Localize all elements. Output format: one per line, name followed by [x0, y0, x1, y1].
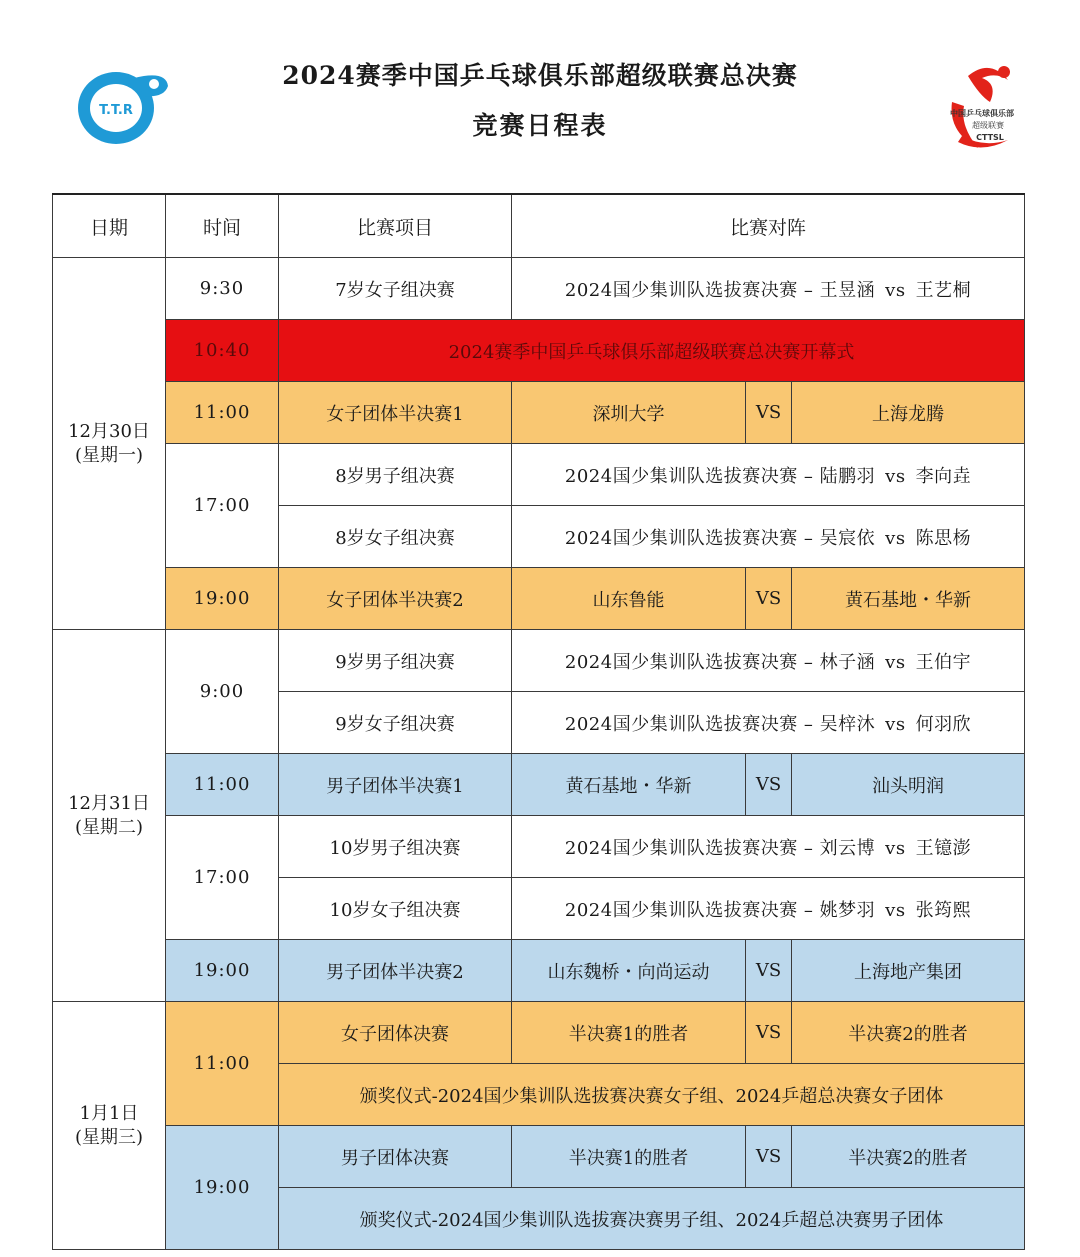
- table-row: [53, 568, 1025, 630]
- time-cell: 17:00: [166, 444, 279, 568]
- event-cell: 8岁女子组决赛: [279, 506, 512, 568]
- cttsl-logo-icon: [938, 62, 1028, 152]
- table-row-ceremony: [53, 320, 1025, 382]
- team-b-cell: 半决赛2的胜者: [792, 1126, 1025, 1188]
- matchup-cell: 2024国少集训队选拔赛决赛 – 姚梦羽 vs 张筠熙: [512, 878, 1025, 940]
- team-b-cell: 上海龙腾: [792, 382, 1025, 444]
- svg-text:超级联赛: 超级联赛: [972, 121, 1004, 130]
- team-a-cell: 山东鲁能: [512, 568, 746, 630]
- event-cell: 9岁男子组决赛: [279, 630, 512, 692]
- matchup-cell: 2024国少集训队选拔赛决赛 – 刘云博 vs 王镱澎: [512, 816, 1025, 878]
- time-cell: 19:00: [166, 1126, 279, 1250]
- svg-text:CTTSL: CTTSL: [976, 133, 1004, 142]
- matchup-cell: 2024国少集训队选拔赛决赛 – 吴梓沐 vs 何羽欣: [512, 692, 1025, 754]
- matchup-cell: 2024国少集训队选拔赛决赛 – 王昱涵 vs 王艺桐: [512, 258, 1025, 320]
- event-cell: 10岁女子组决赛: [279, 878, 512, 940]
- time-cell: 11:00: [166, 754, 279, 816]
- time-cell: 19:00: [166, 568, 279, 630]
- table-row: [53, 940, 1025, 1002]
- table-header-row: [53, 194, 1025, 258]
- header-date: 日期: [53, 194, 166, 258]
- time-cell: 11:00: [166, 382, 279, 444]
- matchup-cell: 2024国少集训队选拔赛决赛 – 陆鹏羽 vs 李向垚: [512, 444, 1025, 506]
- award-cell: 颁奖仪式-2024国少集训队选拔赛决赛男子组、2024乒超总决赛男子团体: [279, 1188, 1025, 1250]
- event-cell: 女子团体半决赛1: [279, 382, 512, 444]
- event-cell: 男子团体半决赛1: [279, 754, 512, 816]
- table-row: [53, 382, 1025, 444]
- time-cell: 9:00: [166, 630, 279, 754]
- team-a-cell: 半决赛1的胜者: [512, 1002, 746, 1064]
- page-subtitle: 竞赛日程表: [472, 111, 608, 140]
- award-cell: 颁奖仪式-2024国少集训队选拔赛决赛女子组、2024乒超总决赛女子团体: [279, 1064, 1025, 1126]
- svg-text:T.T.R: T.T.R: [99, 103, 133, 118]
- matchup-cell: 2024国少集训队选拔赛决赛 – 吴宸依 vs 陈思杨: [512, 506, 1025, 568]
- header-matchup: 比赛对阵: [512, 194, 1025, 258]
- team-a-cell: 半决赛1的胜者: [512, 1126, 746, 1188]
- page-header: [0, 0, 1080, 190]
- time-cell: 11:00: [166, 1002, 279, 1126]
- table-row: [53, 1002, 1025, 1064]
- event-cell: 男子团体决赛: [279, 1126, 512, 1188]
- header-time: 时间: [166, 194, 279, 258]
- vs-cell: VS: [746, 754, 792, 816]
- vs-cell: VS: [746, 568, 792, 630]
- event-cell: 8岁男子组决赛: [279, 444, 512, 506]
- team-b-cell: 汕头明润: [792, 754, 1025, 816]
- team-a-cell: 深圳大学: [512, 382, 746, 444]
- team-b-cell: 半决赛2的胜者: [792, 1002, 1025, 1064]
- event-cell: 女子团体决赛: [279, 1002, 512, 1064]
- table-row: [53, 816, 1025, 878]
- header-event: 比赛项目: [279, 194, 512, 258]
- team-a-cell: 黄石基地・华新: [512, 754, 746, 816]
- table-row: [53, 1126, 1025, 1188]
- table-row: [53, 444, 1025, 506]
- svg-text:中国乒乓球俱乐部: 中国乒乓球俱乐部: [950, 109, 1014, 118]
- page-title: 2024赛季中国乒乓球俱乐部超级联赛总决赛: [282, 61, 798, 90]
- vs-cell: VS: [746, 382, 792, 444]
- event-cell: 10岁男子组决赛: [279, 816, 512, 878]
- table-row: [53, 754, 1025, 816]
- schedule-table: [52, 193, 1025, 1250]
- date-cell: 1月1日 (星期三): [53, 1002, 166, 1250]
- event-cell: 9岁女子组决赛: [279, 692, 512, 754]
- table-row: [53, 630, 1025, 692]
- team-a-cell: 山东魏桥・向尚运动: [512, 940, 746, 1002]
- vs-cell: VS: [746, 940, 792, 1002]
- team-b-cell: 上海地产集团: [792, 940, 1025, 1002]
- time-cell: 19:00: [166, 940, 279, 1002]
- team-b-cell: 黄石基地・华新: [792, 568, 1025, 630]
- time-cell: 9:30: [166, 258, 279, 320]
- date-cell: 12月30日 (星期一): [53, 258, 166, 630]
- time-cell: 17:00: [166, 816, 279, 940]
- date-cell: 12月31日 (星期二): [53, 630, 166, 1002]
- vs-cell: VS: [746, 1126, 792, 1188]
- ceremony-cell: 2024赛季中国乒乓球俱乐部超级联赛总决赛开幕式: [279, 320, 1025, 382]
- matchup-cell: 2024国少集训队选拔赛决赛 – 林子涵 vs 王伯宇: [512, 630, 1025, 692]
- event-cell: 女子团体半决赛2: [279, 568, 512, 630]
- event-cell: 7岁女子组决赛: [279, 258, 512, 320]
- table-row: [53, 258, 1025, 320]
- event-cell: 男子团体半决赛2: [279, 940, 512, 1002]
- time-cell: 10:40: [166, 320, 279, 382]
- vs-cell: VS: [746, 1002, 792, 1064]
